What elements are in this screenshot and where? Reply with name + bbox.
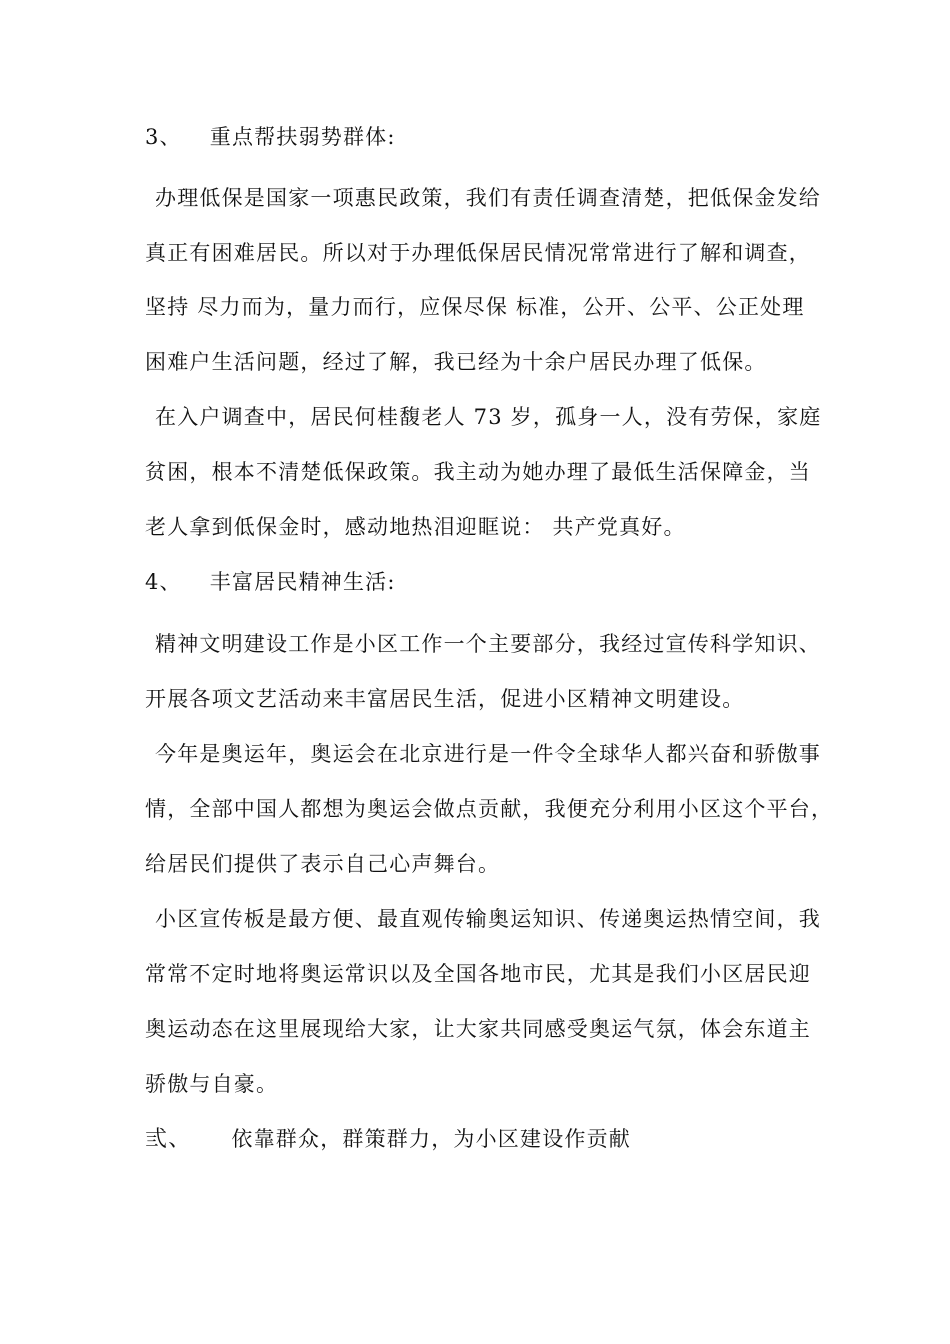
section-heading: [145, 1124, 631, 1155]
paragraph-line: 坚持 尽力而为，量力而行，应保尽保 标准，公开、公平、公正处理: [145, 295, 805, 319]
paragraph-line: 老人拿到低保金时，感动地热泪迎眶说： 共产党真好。: [145, 515, 686, 539]
paragraph-line: 小区宣传板是最方便、最直观传输奥运知识、传递奥运热情空间，我: [155, 907, 821, 931]
paragraph-line: 今年是奥运年，奥运会在北京进行是一件令全球华人都兴奋和骄傲事: [155, 742, 821, 766]
item-heading-4: [145, 567, 396, 597]
section-title: 依靠群众，群策群力，为小区建设作贡献: [231, 1127, 632, 1151]
item-heading-3: [145, 122, 396, 152]
paragraph-line: 常常不定时地将奥运常识以及全国各地市民，尤其是我们小区居民迎: [145, 962, 811, 986]
paragraph-line: 开展各项文艺活动来丰富居民生活，促进小区精神文明建设。: [145, 687, 745, 711]
paragraph-line: 在入户调查中，居民何桂馥老人 73 岁，孤身一人，没有劳保，家庭: [155, 405, 822, 429]
section-number: 弎、: [145, 1127, 192, 1152]
item-number: 4、: [145, 570, 182, 594]
paragraph-line: 贫困，根本不清楚低保政策。我主动为她办理了最低生活保障金，当: [145, 460, 811, 484]
paragraph-line: 奥运动态在这里展现给大家，让大家共同感受奥运气氛，体会东道主: [145, 1017, 811, 1041]
paragraph-line: 办理低保是国家一项惠民政策，我们有责任调查清楚，把低保金发给: [155, 186, 821, 210]
paragraph-line: 精神文明建设工作是小区工作一个主要部分，我经过宣传科学知识、: [155, 632, 821, 656]
paragraph-line: 情，全部中国人都想为奥运会做点贡献，我便充分利用小区这个平台，: [145, 797, 834, 821]
item-title: 丰富居民精神生活:: [209, 570, 396, 594]
paragraph-line: 真正有困难居民。所以对于办理低保居民情况常常进行了解和调查，: [145, 241, 811, 265]
paragraph-line: 给居民们提供了表示自己心声舞台。: [145, 852, 501, 876]
item-title: 重点帮扶弱势群体:: [209, 125, 396, 149]
item-number: 3、: [145, 125, 182, 149]
paragraph-line: 骄傲与自豪。: [145, 1072, 279, 1096]
paragraph-line: 困难户生活问题，经过了解，我已经为十余户居民办理了低保。: [145, 350, 767, 374]
